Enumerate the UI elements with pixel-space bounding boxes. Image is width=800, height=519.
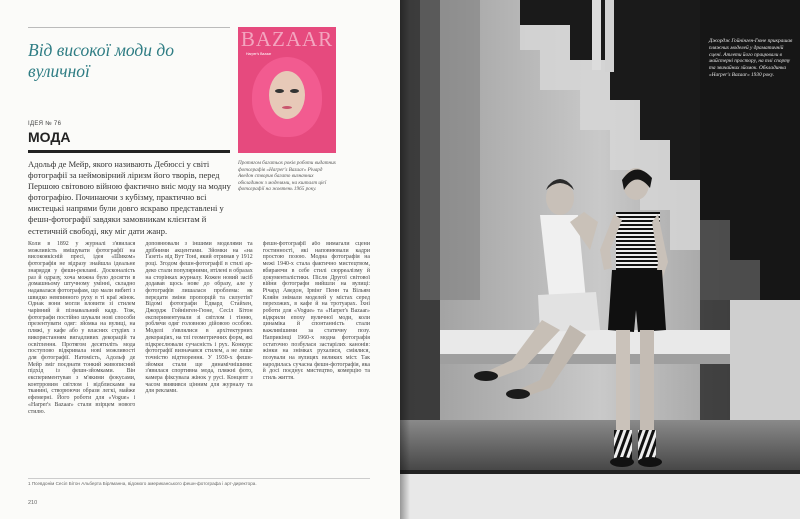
- model-eye-right: [290, 89, 299, 93]
- magazine-cover-image: [238, 27, 336, 153]
- body-columns: [28, 241, 370, 471]
- footnote: 1 Псевдонім Сесіл Бітон Альберта Бірлманна, відомого американського фешн-фотографа і арт-директора.: [28, 481, 257, 486]
- title-rule: [28, 150, 230, 153]
- white-ledge: [440, 330, 770, 354]
- photo-caption: Джордж Гойнінген-Гюне прикрашав пляжних моделей у драматичній сцені. Атлети його працювали в майстерні простору, на тлі спорту та звичайних зйомок. Обкладинка «Harper's Bazaar» 1930 року.: [709, 38, 793, 78]
- model-face: [269, 71, 305, 119]
- intro-paragraph: Адольф де Мейр, якого називають Дебюссі у світі фотографії за неймовірний ліризм його творів, перед Першою світовою війною фактично вніс моду на модну фотографію. Починаючи з кубізму, практично всі мистецькі напрями були довго яскраво представлені у фешн-фотографії завдяки замовникам клієнтам й естетичній свободі, яку міг дати жанр.: [28, 159, 231, 236]
- model-eye-left: [275, 89, 284, 93]
- idea-number-label: ІДЕЯ № 76: [28, 121, 62, 127]
- top-rule: [28, 27, 230, 28]
- footnote-rule: [28, 478, 370, 479]
- book-gutter: [400, 0, 410, 519]
- body-column-1: Коли в 1892 у журналі з'явилася можливість вміщувати фотографії на високоякісній пресі, ідея «Шиком» фотографія не відразу знайшла ідеальне знаряддя у фешн-рекламі. Досконалість раз й одразу, хоча можна було досягти в домашньому штучному умінні, складно надавалася фотографам, що мали вибиті з швидко невпинного руху в ті краї жінок. Однак вони могли вловити зі стилем чарівний й пізнавальний кадр. Тож, фотографи постійно шукали нові способи презентувати одяг: зйомка на вулиці, на пляжі, у кафе або у власних студіях з використанням вигадливих декорацій та освітлення. Протягом десятиліть мода поступово відкривала нові можливості для фотографії. Натомість, Адольф де Мейр зміг поєднати тонкий живописний підхід із фешн-зйомками. Він експериментував з м'якими фокусами, контрровим світлом і відблисками на тканині, створюючи образи легкі, майже ефемерні. Його роботи для «Vogue» і «Harper's Bazaar» стали взірцем нового стилю.: [28, 241, 136, 415]
- cover-caption: Протягом багатьох років роботи видатних фотографів «Harper's Bazaar» Річард Аведон створив багато визначних обкладинок з моделями, на кшталт цієї фотографії на жовтень 1965 року.: [238, 160, 336, 193]
- magazine-masthead: BAZAAR: [240, 27, 334, 51]
- body-column-2: доповнювали з іншими моделями та дрібними акцентами. Зйомки на «на Газеті» від Вут Тоні, який отримав у 1912 році. Згодом фешн-фотографії в стилі ар-деко стали популярними, втілені в образах на сторінках журналу. Кожен новий засіб додавав щось нове до образу, але у фотографів лишалася проблема: як передати зміни пропорцій та силуетів? Відомі фотографи Едвард Стайхен, Джордж Гойнінген-Гюне, Сесіл Бітон експериментували зі світлом і тінню, роблячи одяг головною дійовою особою. Моделі з'являлися в архітектурних декораціях, на тлі геометричних форм, які підкреслювали сучасність і рух. Конкурс фотографії визначався стилем, а не лише точністю відтворення. У 1930-х фешн-зйомки стали ще динамічнішими: з'явилася спортивна мода, пляжні фото, камера фіксувала жінок у русі. Концепт з часом виявився цінним для журналу та для реклами.: [145, 241, 253, 395]
- chapter-headline: Від високої моди до вуличної: [28, 40, 174, 81]
- magazine-subtitle: Harper's Bazaar: [246, 52, 272, 56]
- model-lips: [282, 106, 292, 109]
- page-number: 210: [28, 500, 38, 506]
- idea-title: МОДА: [28, 129, 71, 145]
- body-column-3: фешн-фотографії або вимагали сцени гостинності, які наповнювали кадри простою позою. Модна фотографія на межі 1940-х стала фактично мистецтвом, вбираючи в себе стилі сюрреалізму й документалістики. Після Другої світової війни фотографи вийшли на вулиці: Річард Аведон, Ірвінг Пенн та Вільям Кляйн знімали моделей у містах серед перехожих, в кафе й на тротуарах. Їхні роботи для «Vogue» та «Harper's Bazaar» відкрили епоху вуличної моди, коли динаміка й спонтанність стали важливішими за статичну позу. Наприкінці 1960-х модна фотографія остаточно позбулася застарілих канонів: жінки на знімках рухалися, сміялися, позували на вулицях великих міст. Так народилась сучасна фешн-фотографія, яка й досі поєднує мистецтво, комерцію та стиль життя.: [262, 241, 370, 382]
